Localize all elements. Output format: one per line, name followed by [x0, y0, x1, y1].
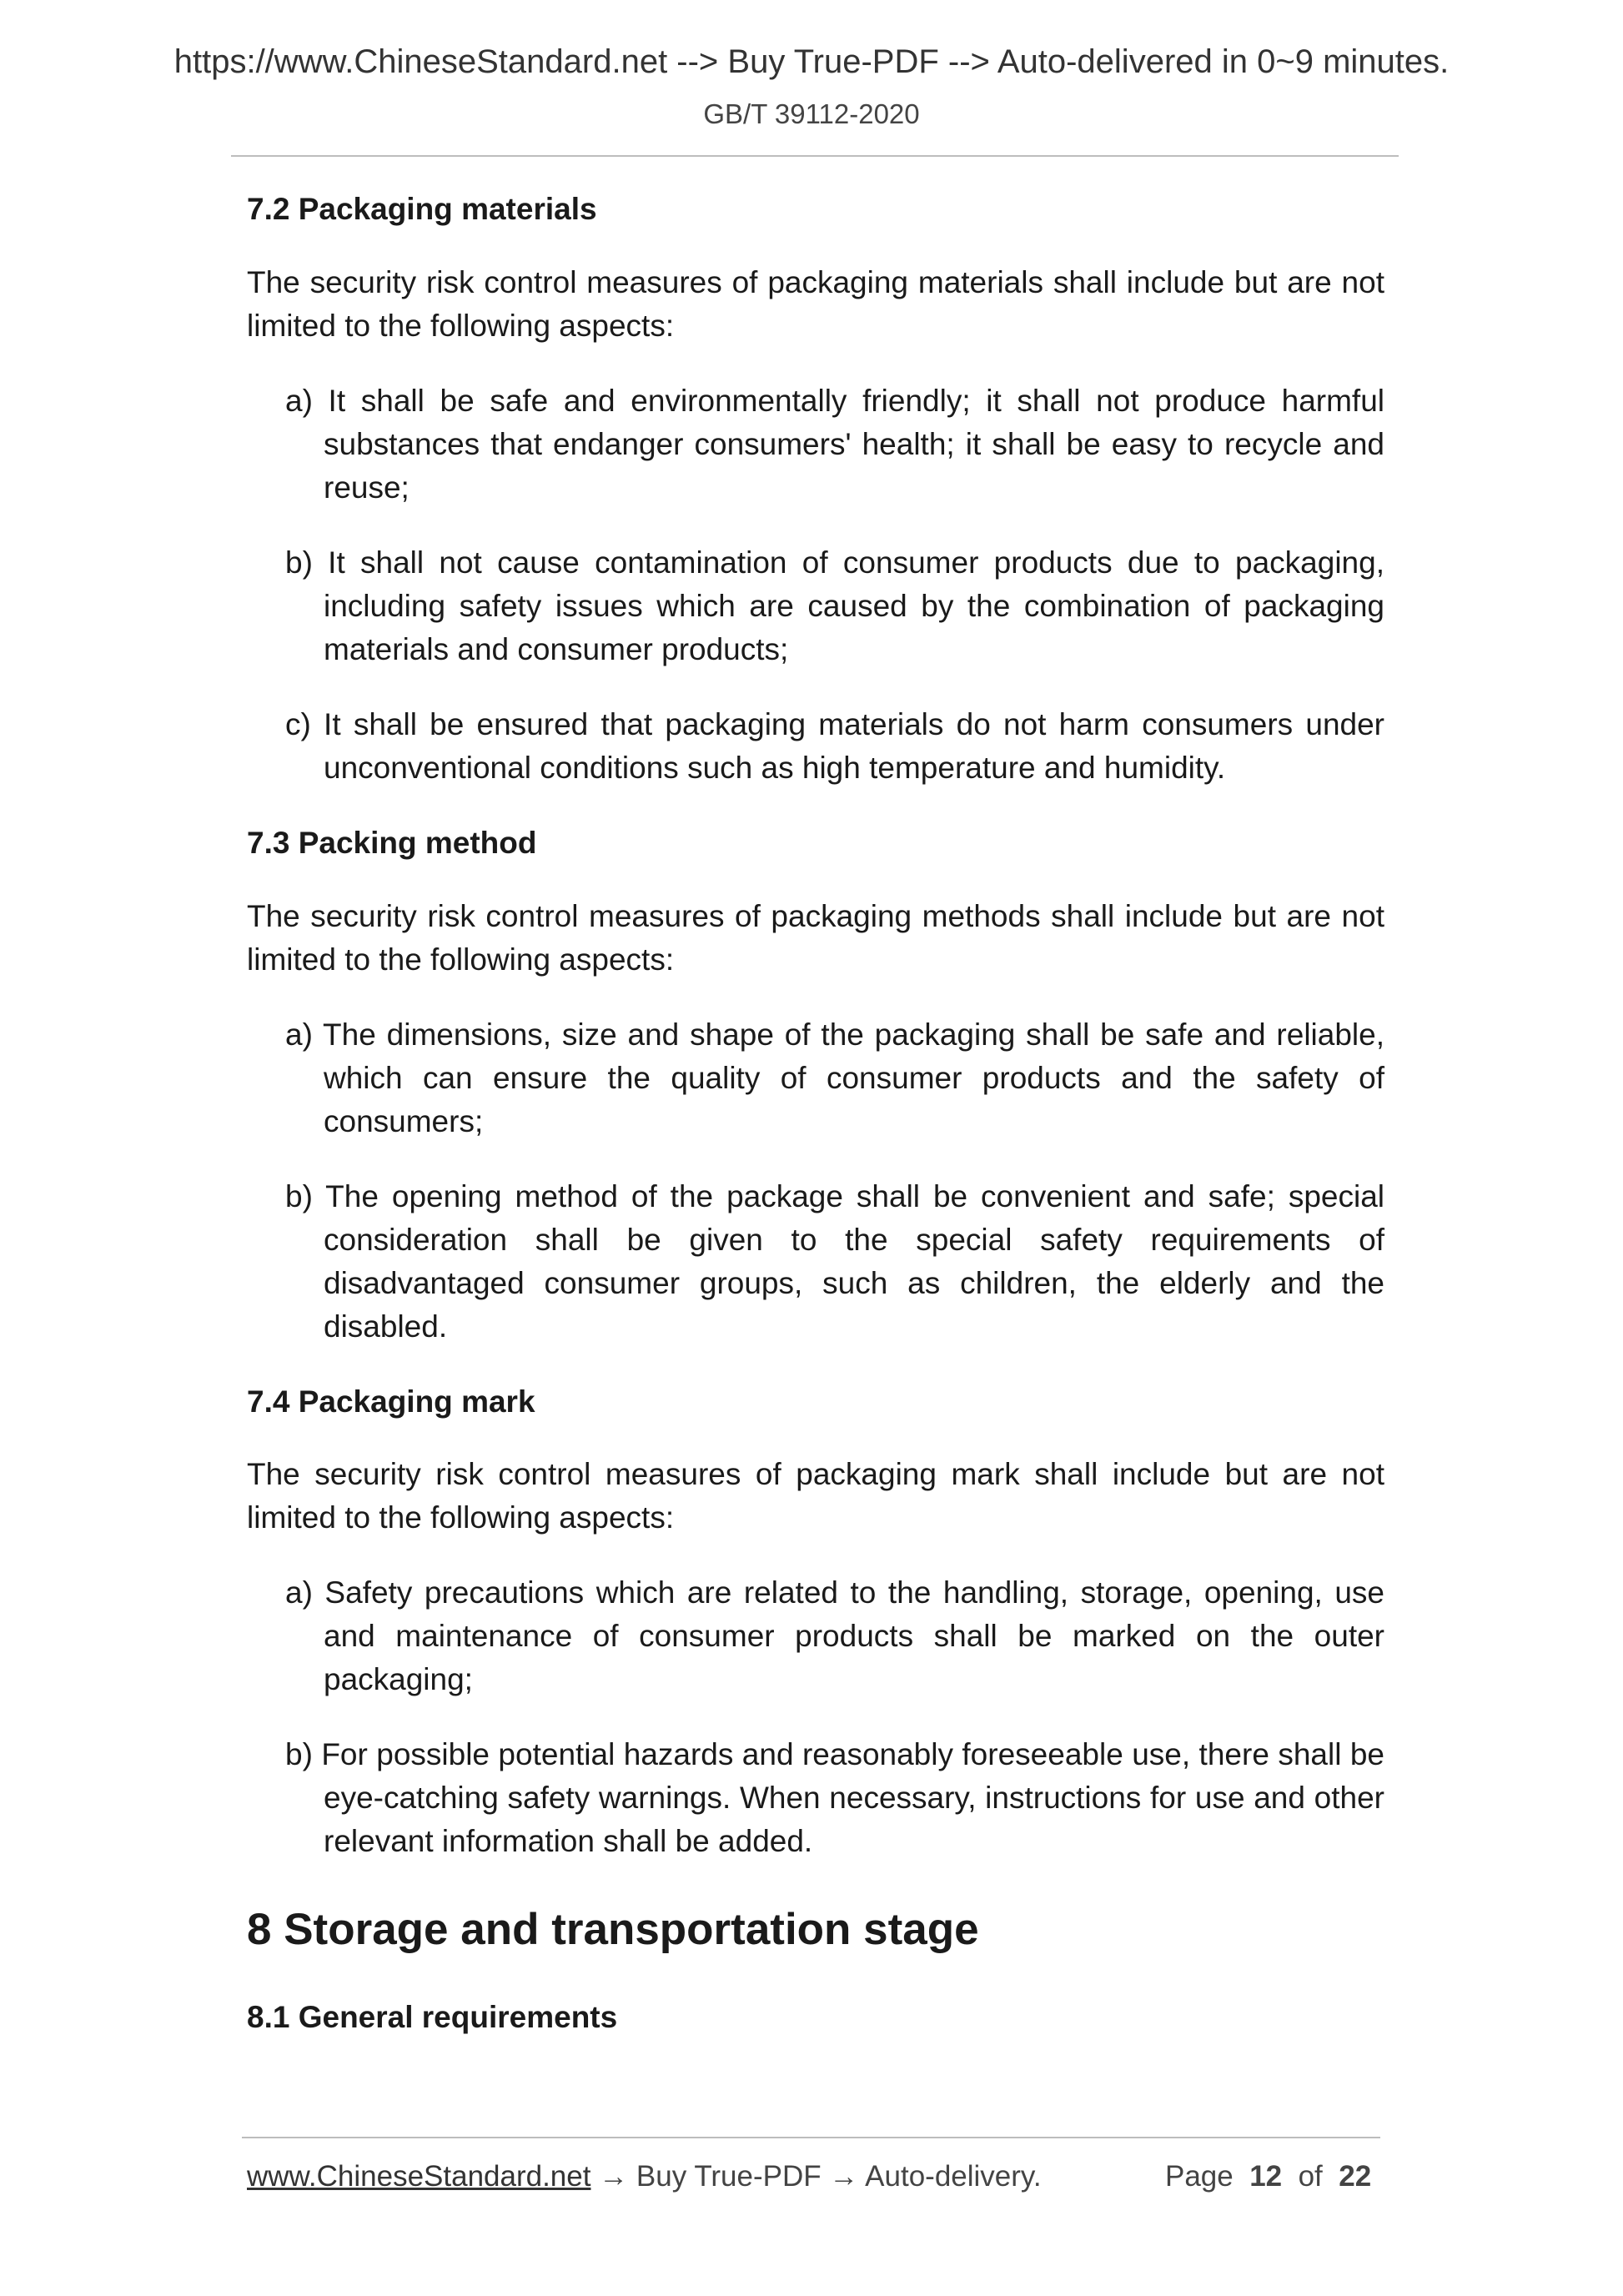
list-item: b) For possible potential hazards and reasonably foreseeable use, there shall be eye-catching safety warnings. When necessary, instructions for use and other relevant information shall be added.: [285, 1737, 1384, 1859]
footer-promo: [247, 2160, 1042, 2193]
section-7-4-intro: The security risk control measures of packaging mark shall include but are not limited to the following aspects:: [247, 1457, 1384, 1535]
total-pages: 22: [1339, 2160, 1372, 2193]
footer-promo-text: → Buy True-PDF → Auto-delivery.: [590, 2160, 1042, 2193]
list-item: a) It shall be safe and environmentally friendly; it shall not produce harmful substances that endanger consumers' health; it shall be easy to recycle and reuse;: [285, 383, 1384, 505]
footer-site-link[interactable]: www.ChineseStandard.net: [247, 2160, 591, 2193]
section-7-3-intro: The security risk control measures of packaging methods shall include but are not limited to the following aspects:: [247, 898, 1384, 977]
page-number: 12: [1249, 2160, 1283, 2193]
header-divider: [231, 155, 1399, 157]
section-7-4-heading: 7.4 Packaging mark: [247, 1384, 535, 1419]
of-label: of: [1298, 2160, 1323, 2193]
list-item: a) Safety precautions which are related to the handling, storage, opening, use and maintenance of consumer products shall be marked on the outer packaging;: [285, 1575, 1384, 1697]
list-item: b) It shall not cause contamination of consumer products due to packaging, including safety issues which are caused by the combination of packaging materials and consumer products;: [285, 545, 1384, 666]
list-item: c) It shall be ensured that packaging materials do not harm consumers under unconventional conditions such as high temperature and humidity.: [285, 706, 1384, 785]
page-label: Page: [1165, 2160, 1234, 2193]
header-url-line: https://www.ChineseStandard.net --> Buy True-PDF --> Auto-delivered in 0~9 minutes.: [173, 43, 1450, 80]
page-body: [247, 188, 1384, 2069]
list-item: a) The dimensions, size and shape of the packaging shall be safe and reliable, which can ensure the quality of consumer products and the safety of consumers;: [285, 1017, 1384, 1138]
page-indicator: [1165, 2160, 1371, 2193]
section-8-heading: 8 Storage and transportation stage: [247, 1905, 979, 1955]
standard-id: GB/T 39112-2020: [703, 98, 920, 129]
section-7-3-heading: 7.3 Packing method: [247, 825, 537, 860]
section-7-2-intro: The security risk control measures of packaging materials shall include but are not limited to the following aspects:: [247, 264, 1384, 343]
footer-divider: [242, 2137, 1380, 2138]
section-8-1-heading: 8.1 General requirements: [247, 2000, 618, 2035]
list-item: b) The opening method of the package shall be convenient and safe; special consideration shall be given to the special safety requirements of disadvantaged consumer groups, such as children, the elderly and the disabled.: [285, 1178, 1384, 1344]
section-7-2-heading: 7.2 Packaging materials: [247, 192, 597, 226]
